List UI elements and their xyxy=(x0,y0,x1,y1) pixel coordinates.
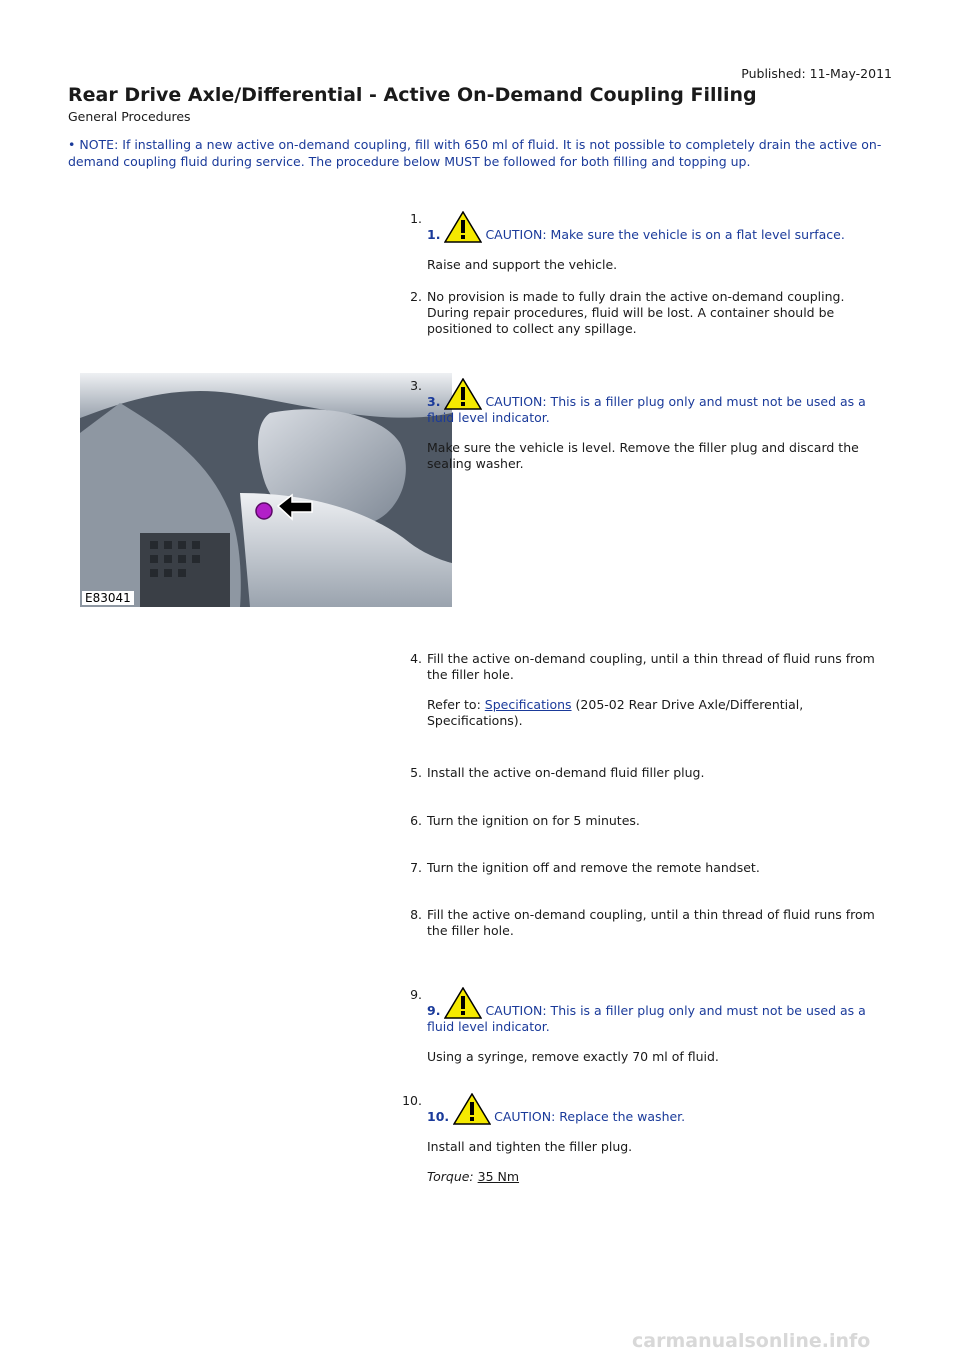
caution-message: CAUTION: This is a filler plug only and must not be used as a fluid level indicator. xyxy=(427,1003,866,1034)
axle-illustration xyxy=(80,373,452,607)
step-text: Fill the active on-demand coupling, until a thin thread of fluid runs from the filler hole. xyxy=(427,651,875,682)
page-title: Rear Drive Axle/Differential - Active On-Demand Coupling Filling xyxy=(68,84,757,106)
step-number: 6. xyxy=(410,813,422,828)
reference-suffix: (205-02 Rear Drive Axle/Differential, Specifications). xyxy=(427,697,804,728)
caution-number: 3. xyxy=(427,394,441,409)
step-number: 10. xyxy=(402,1093,422,1108)
step-text: Turn the ignition off and remove the remote handset. xyxy=(427,860,760,875)
step-text: Turn the ignition on for 5 minutes. xyxy=(427,813,640,828)
step-number: 3. xyxy=(410,378,422,393)
watermark: carmanualsonline.info xyxy=(632,1330,871,1352)
figure-id: E83041 xyxy=(82,591,134,605)
step-text: Install and tighten the filler plug. xyxy=(427,1139,633,1154)
step-number: 9. xyxy=(410,987,422,1002)
filler-plug-figure xyxy=(80,373,452,607)
step-number: 1. xyxy=(410,211,422,226)
step-number: 7. xyxy=(410,860,422,875)
warning-triangle-icon xyxy=(444,378,482,410)
caution-text xyxy=(427,987,882,1035)
caution-message: CAUTION: Make sure the vehicle is on a flat level surface. xyxy=(485,227,845,242)
caution-message: CAUTION: Replace the washer. xyxy=(494,1109,686,1124)
caution-number: 1. xyxy=(427,227,441,242)
step-text: Raise and support the vehicle. xyxy=(427,257,618,272)
step-number: 2. xyxy=(410,289,422,304)
caution-message: CAUTION: This is a filler plug only and must not be used as a fluid level indicator. xyxy=(427,394,866,425)
caution-number: 9. xyxy=(427,1003,441,1018)
warning-triangle-icon xyxy=(453,1093,491,1125)
torque-line xyxy=(427,1169,882,1185)
torque-label: Torque: xyxy=(427,1169,474,1184)
step-text: Fill the active on-demand coupling, until a thin thread of fluid runs from the filler hole. xyxy=(427,907,875,938)
published-date: Published: 11-May-2011 xyxy=(741,66,892,81)
warning-triangle-icon xyxy=(444,211,482,243)
step-number: 5. xyxy=(410,765,422,780)
step-number: 4. xyxy=(410,651,422,666)
page-subtitle: General Procedures xyxy=(68,109,191,124)
caution-text xyxy=(427,1093,882,1125)
reference-line xyxy=(427,697,882,729)
caution-text xyxy=(427,211,882,243)
step-text: Make sure the vehicle is level. Remove the filler plug and discard the sealing washer. xyxy=(427,440,859,471)
reference-prefix: Refer to: xyxy=(427,697,481,712)
warning-triangle-icon xyxy=(444,987,482,1019)
torque-value: 35 Nm xyxy=(477,1169,520,1184)
caution-number: 10. xyxy=(427,1109,450,1124)
caution-text xyxy=(427,378,882,426)
step-text: Install the active on-demand fluid filler plug. xyxy=(427,765,705,780)
step-text: No provision is made to fully drain the active on-demand coupling. During repair procedures, fluid will be lost. A container should be positioned to collect any spillage. xyxy=(427,289,845,336)
step-text: Using a syringe, remove exactly 70 ml of fluid. xyxy=(427,1049,719,1064)
install-note: • NOTE: If installing a new active on-demand coupling, fill with 650 ml of fluid. It is not possible to completely drain the active on-demand coupling fluid during service. The procedure below MUST be followed for both filling and topping up. xyxy=(68,137,882,169)
step-number: 8. xyxy=(410,907,422,922)
specifications-link[interactable]: Specifications xyxy=(484,697,572,712)
